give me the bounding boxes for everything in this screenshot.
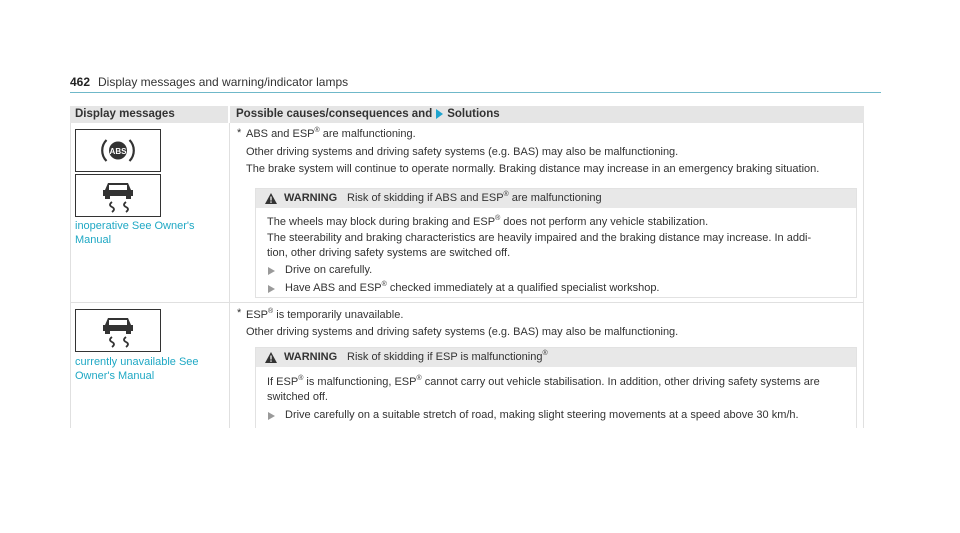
warning-triangle-icon (265, 352, 277, 363)
warning-body-line: If ESP® is malfunctioning, ESP® cannot carry out vehicle stabilisation. In addition, other driving safety systems are (267, 375, 820, 388)
messages-table (70, 106, 864, 428)
abs-warning-lamp-icon (75, 129, 161, 172)
warning-box (255, 188, 857, 298)
info-line: Other driving systems and driving safety systems (e.g. BAS) may also be malfunctioning. (246, 146, 679, 158)
step-arrow-icon (268, 267, 275, 275)
esp-skid-lamp-icon (75, 174, 161, 217)
warning-body-line: switched off. (267, 391, 328, 403)
warning-body-line: tion, other driving safety systems are switched off. (267, 247, 511, 259)
display-message-text: inoperative See Owner's Manual (75, 220, 195, 246)
warning-step: Have ABS and ESP® checked immediately at a qualified specialist workshop. (285, 281, 660, 294)
esp-skid-lamp-icon (75, 309, 161, 352)
column-header-solutions-label: Solutions (447, 108, 500, 120)
warning-body-line: The steerability and braking characteristics are heavily impaired and the braking distance may increase. In addi- (267, 232, 812, 244)
cause-star: * (237, 127, 242, 139)
info-line: Other driving systems and driving safety systems (e.g. BAS) may also be malfunctioning. (246, 326, 679, 338)
warning-box (255, 347, 857, 428)
page-title: Display messages and warning/indicator lamps (98, 75, 349, 89)
warning-label: WARNING (284, 351, 338, 363)
cause-star: * (237, 307, 242, 319)
warning-body-line: The wheels may block during braking and ESP® does not perform any vehicle stabilization. (267, 215, 709, 228)
info-line: The brake system will continue to operate normally. Braking distance may increase in an emergency braking situation. (246, 163, 820, 175)
warning-step: Drive carefully on a suitable stretch of road, making slight steering movements at a speed above 30 km/h. (285, 409, 799, 421)
warning-header (256, 189, 856, 208)
cause-text: ESP® is temporarily unavailable. (246, 308, 404, 321)
warning-step: Drive on carefully. (285, 264, 373, 276)
warning-header (256, 348, 856, 367)
warning-description: Risk of skidding if ABS and ESP® are malfunctioning (347, 191, 602, 204)
column-header-display-messages: Display messages (75, 108, 175, 120)
warning-label: WARNING (284, 192, 338, 204)
display-message-text: currently unavailable See Owner's Manual (75, 356, 199, 382)
cause-text: ABS and ESP® are malfunctioning. (246, 127, 416, 140)
page-number: 462 (70, 75, 91, 89)
warning-triangle-icon (265, 193, 277, 204)
svg-text:ABS: ABS (109, 147, 127, 156)
table-header (70, 106, 864, 123)
column-header-causes (236, 108, 500, 120)
step-arrow-icon (268, 285, 275, 293)
warning-description: Risk of skidding if ESP is malfunctioning® (347, 350, 548, 363)
page-header (70, 74, 881, 93)
solutions-arrow-icon (436, 109, 443, 119)
step-arrow-icon (268, 412, 275, 420)
column-header-causes-label: Possible causes/consequences and (236, 108, 433, 120)
